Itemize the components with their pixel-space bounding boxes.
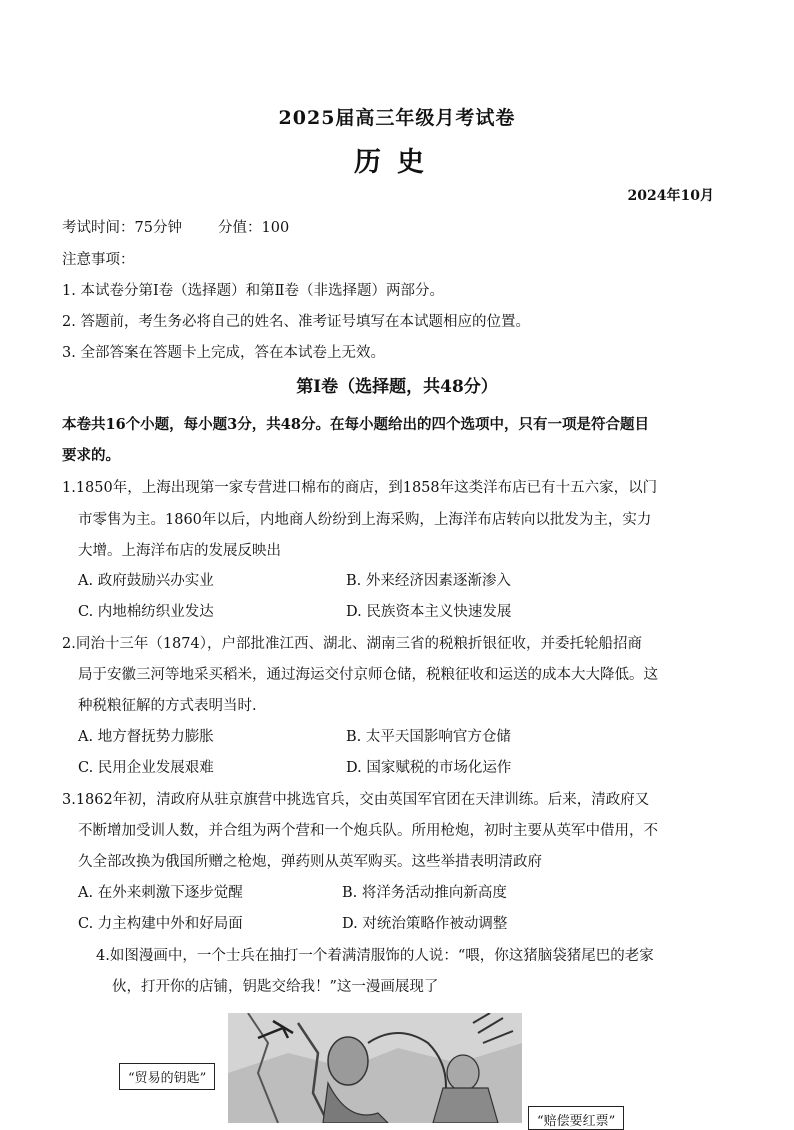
cartoon-image bbox=[228, 1013, 522, 1123]
exam-time: 考试时间：75分钟 bbox=[62, 220, 182, 236]
question-3-option-a: A. 在外来刺激下逐步觉醒 bbox=[78, 885, 243, 901]
cartoon-label-left: “贸易的钥匙” bbox=[119, 1063, 215, 1090]
question-3-line: 3.1862年初，清政府从驻京旗营中挑选官兵，交由英国军官团在天津训练。后来，清政府又 bbox=[62, 792, 650, 808]
exam-date: 2024年10月 bbox=[627, 188, 714, 204]
question-2-option-c: C. 民用企业发展艰难 bbox=[78, 760, 214, 776]
question-3-option-b: B. 将洋务活动推向新高度 bbox=[342, 885, 507, 901]
exam-title: 2025届高三年级月考试卷 bbox=[278, 107, 516, 129]
question-2-line: 2.同治十三年（1874），户部批准江西、湖北、湖南三省的税粮折银征收，并委托轮船招商 bbox=[62, 636, 642, 652]
section-instruction: 本卷共16个小题，每小题3分，共48分。在每小题给出的四个选项中，只有一项是符合题目 bbox=[62, 416, 649, 433]
question-1-line: 市零售为主。1860年以后，内地商人纷纷到上海采购，上海洋布店转向以批发为主，实力 bbox=[78, 512, 652, 528]
question-1-option-d: D. 民族资本主义快速发展 bbox=[346, 604, 512, 620]
question-1-option-b: B. 外来经济因素逐渐渗入 bbox=[346, 573, 511, 589]
question-2-option-d: D. 国家赋税的市场化运作 bbox=[346, 760, 512, 776]
question-1-line: 1.1850年，上海出现第一家专营进口棉布的商店，到1858年这类洋布店已有十五六家，以门 bbox=[62, 480, 658, 496]
cartoon-label-right: “赔偿要红票” bbox=[528, 1106, 624, 1130]
question-1-option-a: A. 政府鼓励兴办实业 bbox=[78, 573, 214, 589]
exam-score: 分值：100 bbox=[218, 220, 290, 236]
question-2-option-b: B. 太平天国影响官方仓储 bbox=[346, 729, 511, 745]
section-instruction: 要求的。 bbox=[62, 447, 120, 464]
question-1-option-c: C. 内地棉纺织业发达 bbox=[78, 604, 214, 620]
cartoon-drawing bbox=[228, 1013, 522, 1123]
question-2-line: 局于安徽三河等地采买稻米，通过海运交付京师仓储，税粮征收和运送的成本大大降低。这 bbox=[78, 667, 658, 683]
question-4-line: 4.如图漫画中，一个士兵在抽打一个着满清服饰的人说：“喂，你这猪脑袋猪尾巴的老家 bbox=[96, 948, 654, 964]
question-1-line: 大增。上海洋布店的发展反映出 bbox=[78, 543, 281, 559]
question-2-line: 种税粮征解的方式表明当时. bbox=[78, 698, 257, 714]
question-3-line: 不断增加受训人数，并合组为两个营和一个炮兵队。所用枪炮，初时主要从英军中借用，不 bbox=[78, 823, 658, 839]
notes-heading: 注意事项： bbox=[62, 252, 135, 268]
section-title: 第Ⅰ卷（选择题，共48分） bbox=[296, 377, 498, 397]
question-3-option-d: D. 对统治策略作被动调整 bbox=[342, 916, 508, 932]
question-3-line: 久全部改换为俄国所赠之枪炮，弹药则从英军购买。这些举措表明清政府 bbox=[78, 854, 542, 870]
subject-title: 历史 bbox=[354, 147, 440, 178]
note-item: 1. 本试卷分第Ⅰ卷（选择题）和第Ⅱ卷（非选择题）两部分。 bbox=[62, 283, 445, 299]
question-3-option-c: C. 力主构建中外和好局面 bbox=[78, 916, 243, 932]
question-4-line: 伙，打开你的店铺，钥匙交给我！”这一漫画展现了 bbox=[112, 979, 439, 995]
note-item: 2. 答题前，考生务必将自己的姓名、准考证号填写在本试题相应的位置。 bbox=[62, 314, 530, 330]
note-item: 3. 全部答案在答题卡上完成，答在本试卷上无效。 bbox=[62, 345, 385, 361]
question-2-option-a: A. 地方督抚势力膨胀 bbox=[78, 729, 214, 745]
